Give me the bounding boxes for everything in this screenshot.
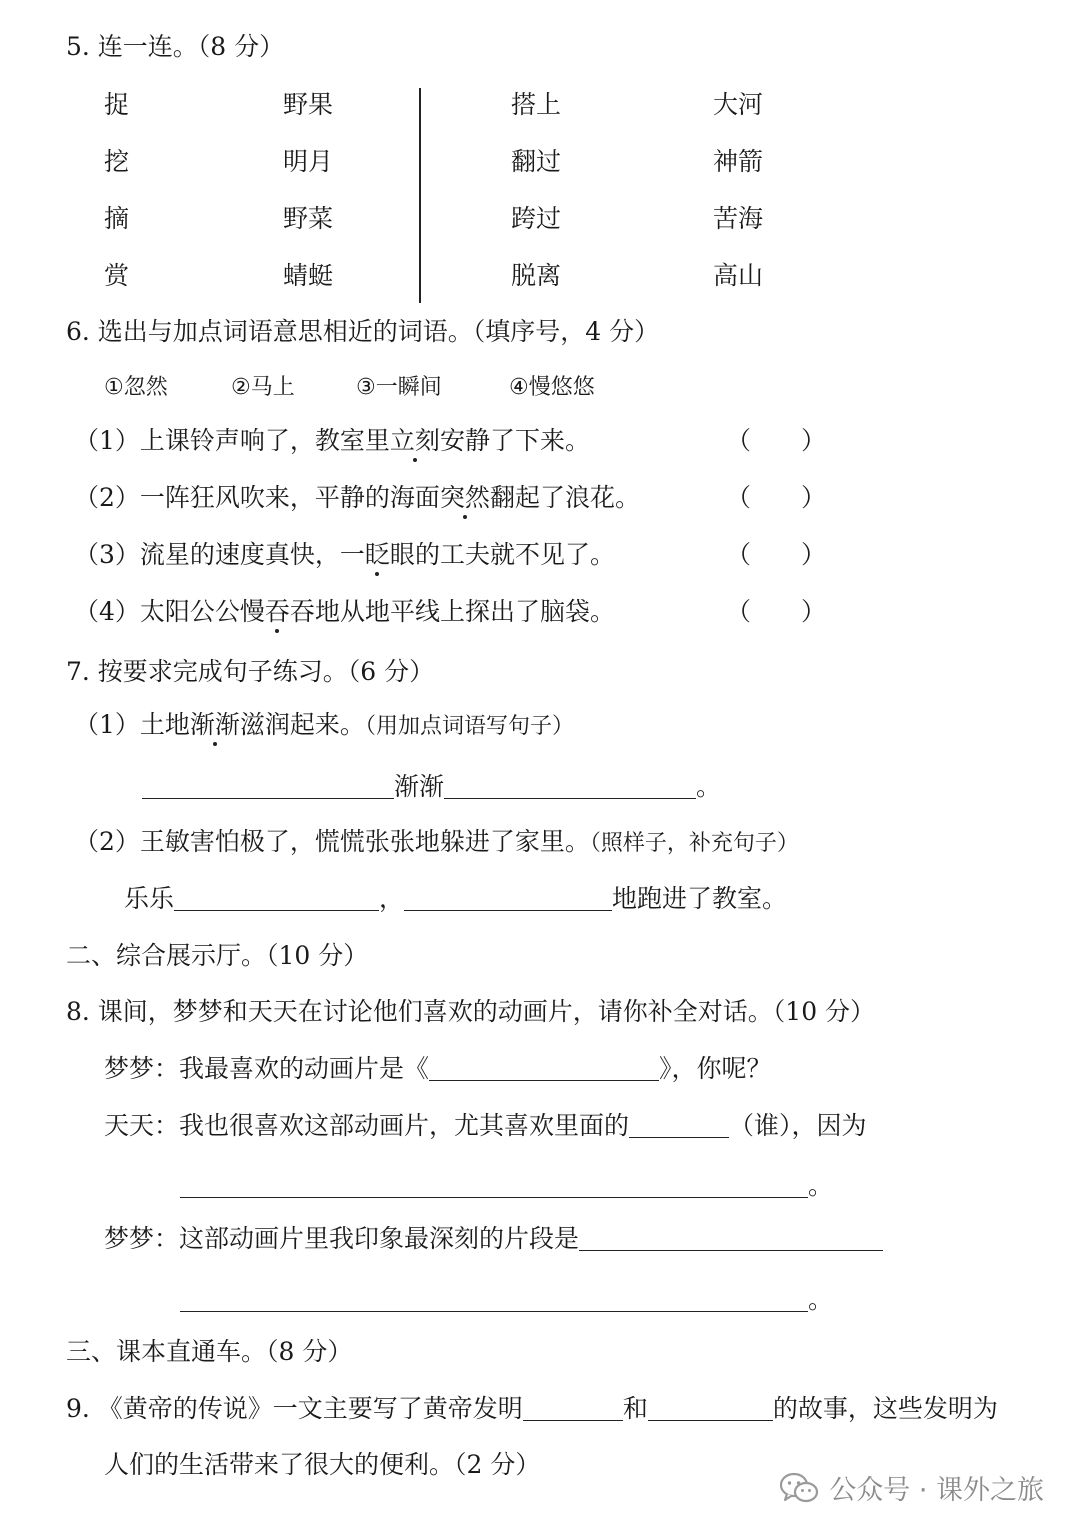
match-item: 捉 — [104, 90, 130, 119]
option: ③一瞬间 — [356, 375, 442, 400]
match-item: 挖 — [104, 147, 130, 176]
match-item: 神箭 — [713, 147, 764, 176]
watermark-text: 公众号 · 课外之旅 — [829, 1475, 1044, 1506]
option: ④慢悠悠 — [509, 375, 595, 400]
divider-line — [419, 88, 421, 303]
match-item: 翻过 — [511, 147, 562, 176]
blank[interactable] — [579, 1224, 883, 1251]
q7-answer-line-1: 渐渐 。 — [142, 771, 721, 803]
answer-paren[interactable]: （ ） — [726, 426, 827, 455]
match-item: 苦海 — [713, 204, 764, 233]
q7-answer-line-2: 乐乐 ， 地跑进了教室。 — [124, 884, 788, 913]
answer-paren[interactable]: （ ） — [726, 540, 827, 569]
blank[interactable] — [404, 884, 612, 911]
match-item: 跨过 — [511, 204, 562, 233]
dialogue-line: 。 — [180, 1284, 833, 1316]
match-item: 大河 — [713, 90, 764, 119]
answer-paren[interactable]: （ ） — [726, 597, 827, 626]
match-item: 明月 — [283, 147, 334, 176]
q8-title: 8. 课间，梦梦和天天在讨论他们喜欢的动画片，请你补全对话。（10 分） — [66, 997, 876, 1026]
q9-line-2: 人们的生活带来了很大的便利。（2 分） — [104, 1450, 541, 1479]
dialogue-line: 。 — [180, 1170, 833, 1202]
wechat-icon — [779, 1471, 819, 1505]
blank[interactable] — [142, 772, 394, 799]
match-item: 搭上 — [511, 90, 562, 119]
blank[interactable] — [444, 772, 696, 799]
dialogue-line: 梦梦：我最喜欢的动画片是《 》，你呢？ — [104, 1054, 772, 1083]
q6-item: （1）上课铃声响了，教室里立刻安静了下来。 — [74, 426, 590, 455]
match-item: 蜻蜓 — [283, 261, 334, 290]
q7-sentence-2: （2）王敏害怕极了，慌慌张张地躲进了家里。（照样子，补充句子） — [74, 827, 799, 856]
match-item: 高山 — [713, 261, 764, 290]
blank[interactable] — [648, 1394, 773, 1421]
match-item: 野果 — [283, 90, 334, 119]
q5-title: 5. 连一连。（8 分） — [66, 32, 285, 61]
blank[interactable] — [429, 1054, 659, 1081]
q6-item: （2）一阵狂风吹来，平静的海面突然翻起了浪花。 — [74, 483, 640, 512]
q6-title: 6. 选出与加点词语意思相近的词语。（填序号，4 分） — [66, 317, 660, 346]
blank[interactable] — [180, 1171, 808, 1198]
match-item: 野菜 — [283, 204, 334, 233]
q6-item: （3）流星的速度真快，一眨眼的工夫就不见了。 — [74, 540, 615, 569]
option: ①忽然 — [104, 375, 168, 400]
q9-line-1: 9. 《黄帝的传说》一文主要写了黄帝发明 和 的故事，这些发明为 — [66, 1394, 998, 1423]
blank[interactable] — [180, 1285, 808, 1312]
option: ②马上 — [231, 375, 295, 400]
q6-item: （4）太阳公公慢吞吞地从地平线上探出了脑袋。 — [74, 597, 615, 626]
watermark — [779, 1468, 1044, 1507]
section-title: 三、课本直通车。（8 分） — [66, 1337, 353, 1366]
blank[interactable] — [629, 1111, 729, 1138]
blank[interactable] — [174, 884, 379, 911]
q7-title: 7. 按要求完成句子练习。（6 分） — [66, 657, 435, 686]
dialogue-line: 梦梦：这部动画片里我印象最深刻的片段是 — [104, 1223, 883, 1255]
match-item: 摘 — [104, 204, 130, 233]
q7-sentence-1: （1）土地渐渐滋润起来。（用加点词语写句子） — [74, 710, 574, 739]
match-item: 赏 — [104, 261, 130, 290]
answer-paren[interactable]: （ ） — [726, 483, 827, 512]
section-title: 二、综合展示厅。（10 分） — [66, 941, 369, 970]
match-item: 脱离 — [511, 261, 562, 290]
dialogue-line: 天天：我也很喜欢这部动画片，尤其喜欢里面的 （谁），因为 — [104, 1111, 867, 1140]
blank[interactable] — [523, 1394, 623, 1421]
